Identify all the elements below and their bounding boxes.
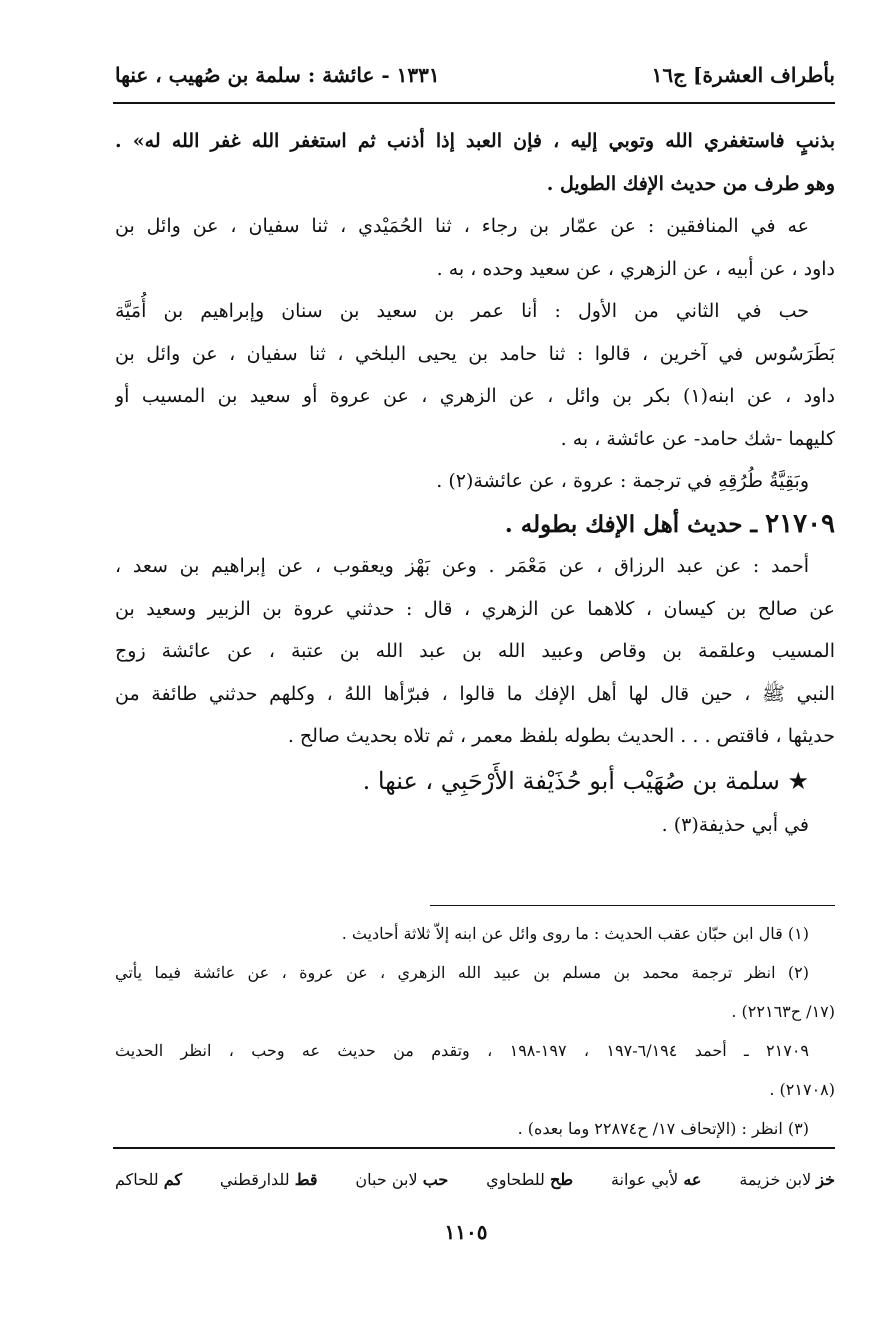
abbreviations-key [115,1163,835,1195]
abbreviation-name: لابن خزيمة [739,1169,812,1189]
abbreviation-item [355,1170,448,1189]
footnote-line: (٢١٧٠٨) . [769,1080,835,1099]
text-line: عه في المنافقين : عن عمّار بن رجاء ، ثنا الحُمَيْدي ، ثنا سفيان ، عن وائل بن [115,215,809,237]
footnote-line: (١) قال ابن حبّان عقب الحديث : ما روى وائل عن ابنه إلاّ ثلاثة أحاديث . [341,924,809,943]
narrator-heading: ★ سلمة بن صُهَيْب أبو حُذَيْفة الأَرْحَبِي ، عنها . [362,766,809,795]
text-line: حب في الثاني من الأول : أنا عمر بن سعيد بن سنان وإبراهيم بن أُمَيَّة [115,300,809,322]
abbreviation-code: طح [550,1169,574,1189]
footnote-line: ٢١٧٠٩ ـ أحمد ٦/١٩٤-١٩٧ ، ١٩٧-١٩٨ ، وتقدم من حديث عه وحب ، انظر الحديث [115,1041,809,1060]
footnote-line: (٣) انظر : (الإتحاف ١٧/ ح٢٢٨٧٤ وما بعده) . [517,1119,809,1138]
abbreviations-divider [113,1147,835,1149]
text-line: وهو طرف من حديث الإفك الطويل . [546,172,835,195]
text-line: بَطَرَسُوس في آخرين ، قالوا : ثنا حامد بن يحيى البلخي ، ثنا سفيان ، عن وائل بن [115,342,835,365]
footnote-divider [430,905,835,906]
abbreviation-item [611,1170,702,1189]
main-text [115,120,835,846]
text-line: عن صالح بن كيسان ، كلاهما عن الزهري ، قال : حدثني عروة بن الزبير وسعيد بن [115,597,835,620]
text-line: داود ، عن أبيه ، عن الزهري ، عن سعيد وحده ، به . [436,257,835,280]
hadith-heading [115,503,835,546]
abbreviation-name: لأبي عوانة [610,1169,679,1189]
abbreviation-item [486,1170,573,1189]
abbreviation-code: خز [816,1169,835,1189]
header-divider [113,102,835,104]
abbreviation-item [220,1170,318,1189]
abbreviation-code: عه [683,1169,702,1189]
header-chapter-title: ١٣٣١ - عائشة : سلمة بن صُهيب ، عنها [115,63,440,87]
text-line: كليهما -شك حامد- عن عائشة ، به . [560,427,835,450]
running-header [115,58,835,92]
hadith-title: ـ حديث أهل الإفك بطوله . [504,510,758,538]
abbreviation-item [115,1170,182,1189]
abbreviation-name: لابن حبان [355,1169,418,1189]
header-volume-section: بأطراف العشرة] ج١٦ [651,63,835,87]
footnotes [115,914,835,1148]
abbreviation-item [739,1170,835,1189]
text-line: وبَقِيَّةُ طُرُقِهِ في ترجمة : عروة ، عن عائشة(٢) . [436,470,809,492]
hadith-number: ٢١٧٠٩ [765,508,835,539]
text-line: بذنبٍ فاستغفري الله وتوبي إليه ، فإن العبد إذا أذنب ثم استغفر الله غفر الله له» . [115,130,835,152]
text-line: داود ، عن ابنه(١) بكر بن وائل ، عن الزهري ، عن عروة أو سعيد بن المسيب أو [115,385,835,407]
abbreviation-name: للدارقطني [219,1169,290,1189]
abbreviation-code: قط [294,1169,318,1189]
footnote-line: (١٧/ ح٢٢١٦٣) . [731,1002,835,1021]
abbreviation-name: للحاكم [115,1169,159,1189]
footnote-line: (٢) انظر ترجمة محمد بن مسلم بن عبيد الله الزهري ، عن عروة ، عن عائشة فيما يأتي [115,963,809,982]
page-number: ١١٠٥ [444,1220,488,1244]
abbreviation-name: للطحاوي [486,1169,545,1189]
text-line: النبي ﷺ ، حين قال لها أهل الإفك ما قالوا ، فبرّأها اللهُ ، وكلهم حدثني طائفة من [115,682,835,705]
abbreviation-code: حب [422,1169,449,1189]
abbreviation-code: كم [163,1169,183,1189]
text-line: حديثها ، فاقتص . . . الحديث بطوله بلفظ معمر ، ثم تلاه بحديث صالح . [287,725,835,747]
text-line: في أبي حذيفة(٣) . [661,813,809,836]
text-line: أحمد : عن عبد الرزاق ، عن مَعْمَر . وعن بَهْز ويعقوب ، عن إبراهيم بن سعد ، [115,555,809,577]
text-line: المسيب وعلقمة بن وقاص وعبيد الله بن عبد الله بن عتبة ، عن عائشة زوج [115,640,835,662]
